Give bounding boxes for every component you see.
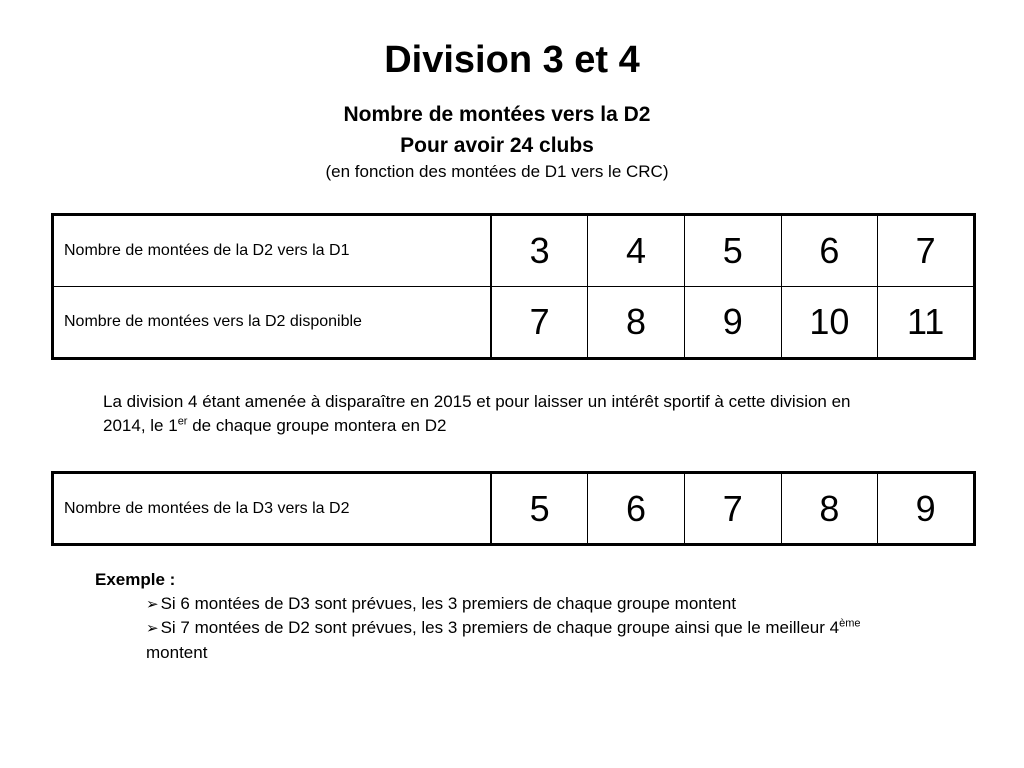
note-text-end: de chaque groupe montera en D2 [187, 416, 447, 435]
row-label: Nombre de montées de la D2 vers la D1 [53, 215, 492, 287]
promotions-table [51, 213, 976, 360]
bullet-text-end: montent [146, 643, 208, 662]
table-cell: 9 [684, 287, 781, 359]
bullet-text: Si 7 montées de D2 sont prévues, les 3 premiers de chaque groupe ainsi que le meilleur 4 [160, 618, 840, 637]
arrow-bullet-icon: ➢ [146, 620, 159, 637]
table-cell: 8 [781, 473, 878, 545]
note-text: La division 4 étant amenée à disparaître en 2015 et pour laisser un intérêt sportif à cette division en 2014, le 1 [103, 392, 851, 435]
table-cell: 5 [684, 215, 781, 287]
bullet-superscript: ème [839, 617, 861, 630]
note-superscript: er [177, 415, 188, 428]
d3-promotions-table [51, 471, 976, 546]
table-cell: 7 [491, 287, 588, 359]
table-cell: 5 [491, 473, 588, 545]
table-cell: 7 [684, 473, 781, 545]
table-cell: 3 [491, 215, 588, 287]
table-cell: 7 [878, 215, 975, 287]
example-heading: Exemple : [95, 570, 176, 589]
subtitle-note: (en fonction des montées de D1 vers le CRC) [325, 162, 669, 181]
subtitle-line-1: Nombre de montées vers la D2 [343, 103, 651, 126]
example-bullet-2 [146, 616, 886, 665]
table-cell: 9 [878, 473, 975, 545]
table-cell: 6 [588, 473, 685, 545]
table-row [53, 473, 975, 545]
subtitle-line-2: Pour avoir 24 clubs [400, 134, 594, 157]
table-cell: 6 [781, 215, 878, 287]
bullet-text: Si 6 montées de D3 sont prévues, les 3 premiers de chaque groupe montent [160, 594, 737, 613]
arrow-bullet-icon: ➢ [146, 596, 159, 613]
division-4-note [103, 390, 863, 438]
table-cell: 11 [878, 287, 975, 359]
row-label: Nombre de montées vers la D2 disponible [53, 287, 492, 359]
page-title: Division 3 et 4 [384, 39, 640, 81]
table-row [53, 287, 975, 359]
row-label: Nombre de montées de la D3 vers la D2 [53, 473, 492, 545]
table-cell: 10 [781, 287, 878, 359]
table-cell: 8 [588, 287, 685, 359]
table-cell: 4 [588, 215, 685, 287]
example-bullet-1 [146, 592, 886, 617]
table-row [53, 215, 975, 287]
